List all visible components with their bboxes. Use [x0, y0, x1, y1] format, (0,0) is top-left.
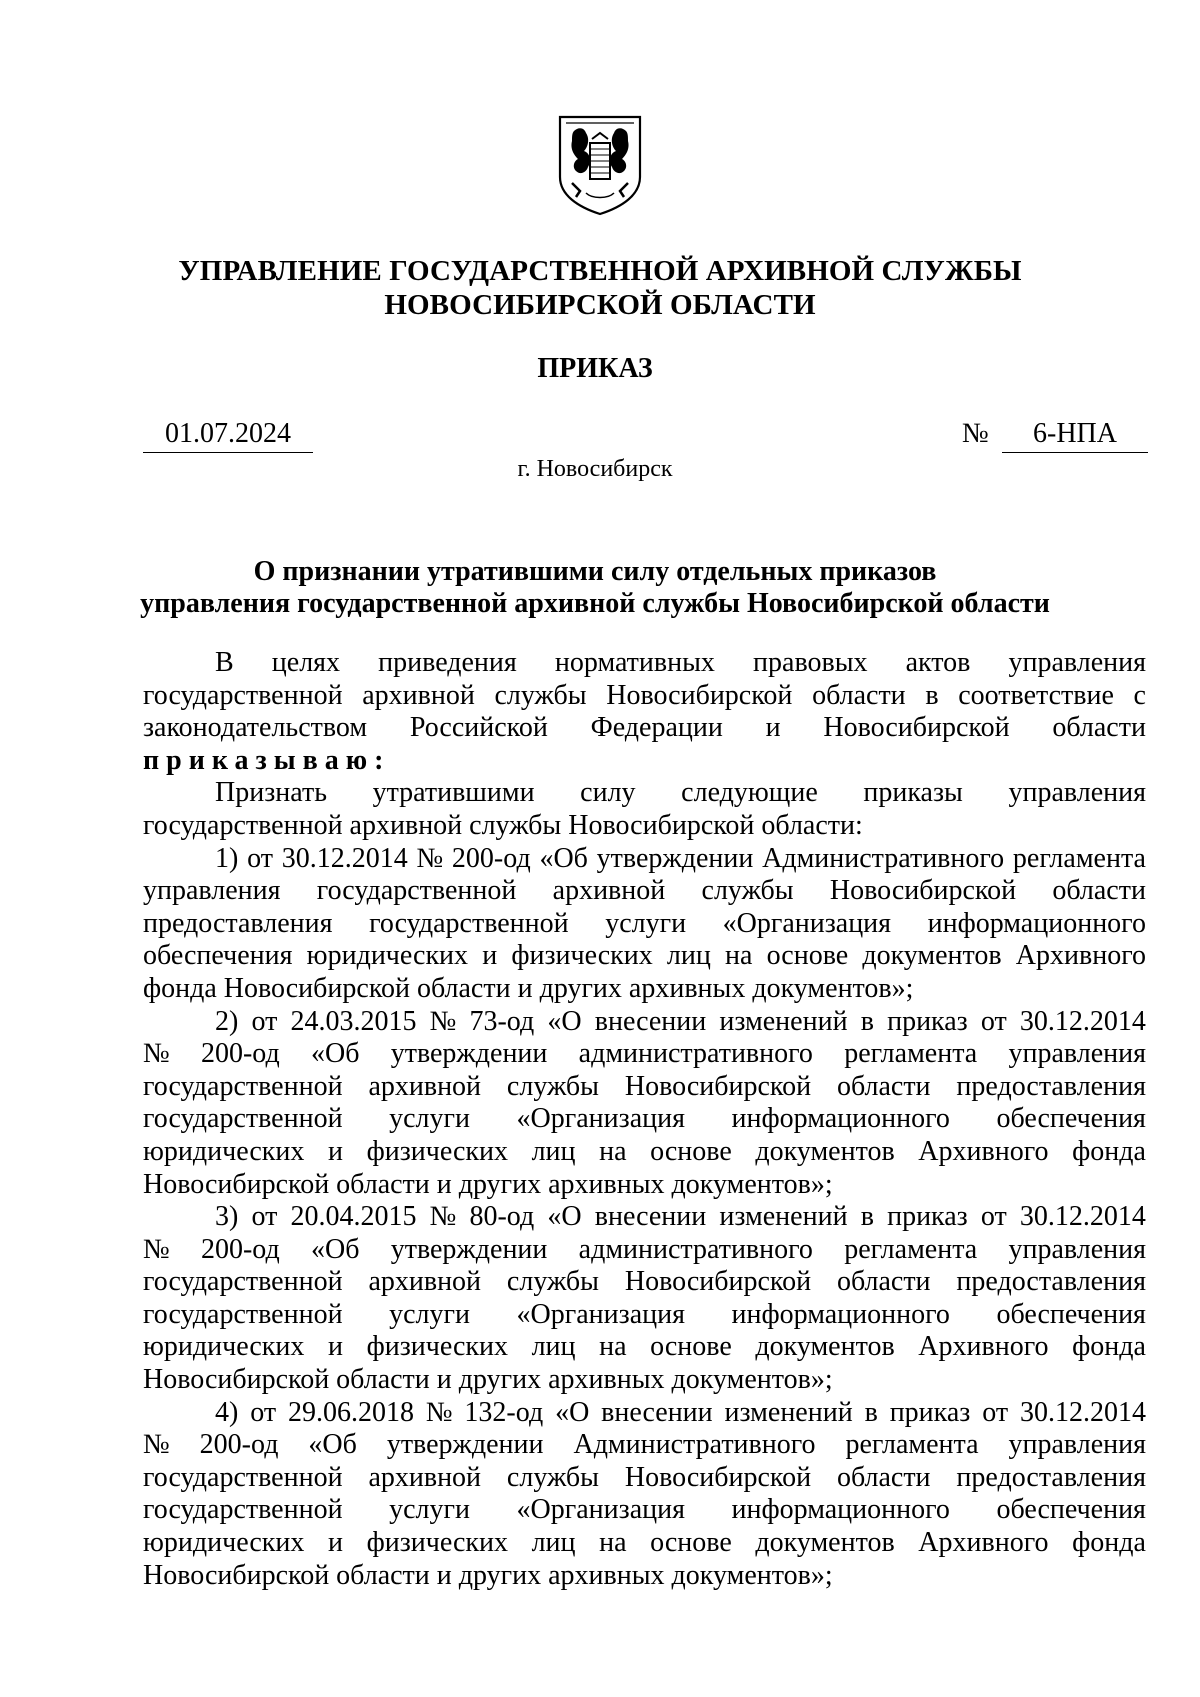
org-line-2: НОВОСИБИРСКОЙ ОБЛАСТИ: [384, 289, 816, 321]
document-date: 01.07.2024: [143, 416, 313, 453]
body-line: В целях приведения нормативных правовых актов управления: [215, 647, 1146, 678]
document-subject: [0, 556, 1190, 620]
body-line: Признать утратившими силу следующие приказы управления: [215, 777, 1146, 809]
body-line: государственной услуги «Организация информационного обеспечения: [143, 1103, 1146, 1135]
body-line: Новосибирской области и других архивных документов»;: [143, 1168, 833, 1200]
body-line: обеспечения юридических и физических лиц на основе документов Архивного: [143, 940, 1146, 972]
organization-name: [0, 254, 1200, 322]
body-line: юридических и физических лиц на основе документов Архивного фонда: [143, 1527, 1146, 1559]
body-line: государственной архивной службы Новосибирской области предоставления: [143, 1266, 1146, 1298]
document-city: г. Новосибирск: [517, 456, 673, 482]
org-line-1: УПРАВЛЕНИЕ ГОСУДАРСТВЕННОЙ АРХИВНОЙ СЛУЖБЫ: [178, 255, 1022, 287]
body-line: юридических и физических лиц на основе документов Архивного фонда: [143, 1331, 1146, 1363]
body-line: 1) от 30.12.2014 № 200-од «Об утверждении Административного регламента: [215, 842, 1146, 874]
body-line: законодательством Российской Федерации и Новосибирской области: [143, 712, 1146, 744]
subject-line-1: О признании утратившими силу отдельных приказов: [253, 556, 937, 587]
body-line: Новосибирской области и других архивных документов»;: [143, 1559, 833, 1591]
body-line: государственной архивной службы Новосибирской области в соответствие с: [143, 679, 1146, 711]
body-line: государственной услуги «Организация информационного обеспечения: [143, 1494, 1146, 1526]
body-line: фонда Новосибирской области и других архивных документов»;: [143, 972, 914, 1004]
subject-line-2: управления государственной архивной службы Новосибирской области: [140, 588, 1050, 619]
document-body: [143, 647, 1146, 1592]
body-line: государственной архивной службы Новосибирской области:: [143, 809, 863, 841]
body-line: Новосибирской области и других архивных документов»;: [143, 1364, 833, 1396]
body-line: № 200-од «Об утверждении Административного регламента управления: [143, 1429, 1146, 1461]
body-line: государственной услуги «Организация информационного обеспечения: [143, 1298, 1146, 1330]
body-line: 4) от 29.06.2018 № 132-од «О внесении изменений в приказ от 30.12.2014: [215, 1396, 1146, 1428]
body-line: предоставления государственной услуги «Организация информационного: [143, 907, 1146, 939]
coat-of-arms-icon: [556, 113, 644, 217]
body-line: № 200-од «Об утверждении административного регламента управления: [143, 1038, 1146, 1070]
document-type: ПРИКАЗ: [537, 353, 653, 384]
document-number: 6-НПА: [1002, 416, 1148, 453]
body-line: управления государственной архивной службы Новосибирской области: [143, 875, 1146, 907]
body-line: 2) от 24.03.2015 № 73-од «О внесении изменений в приказ от 30.12.2014: [215, 1005, 1146, 1037]
body-line: юридических и физических лиц на основе документов Архивного фонда: [143, 1135, 1146, 1167]
body-line: государственной архивной службы Новосибирской области предоставления: [143, 1070, 1146, 1102]
body-line: № 200-од «Об утверждении административного регламента управления: [143, 1233, 1146, 1265]
body-line: государственной архивной службы Новосибирской области предоставления: [143, 1461, 1146, 1493]
body-line: приказываю:: [143, 744, 391, 776]
number-sign: №: [962, 418, 989, 449]
body-line: 3) от 20.04.2015 № 80-од «О внесении изменений в приказ от 30.12.2014: [215, 1201, 1146, 1233]
